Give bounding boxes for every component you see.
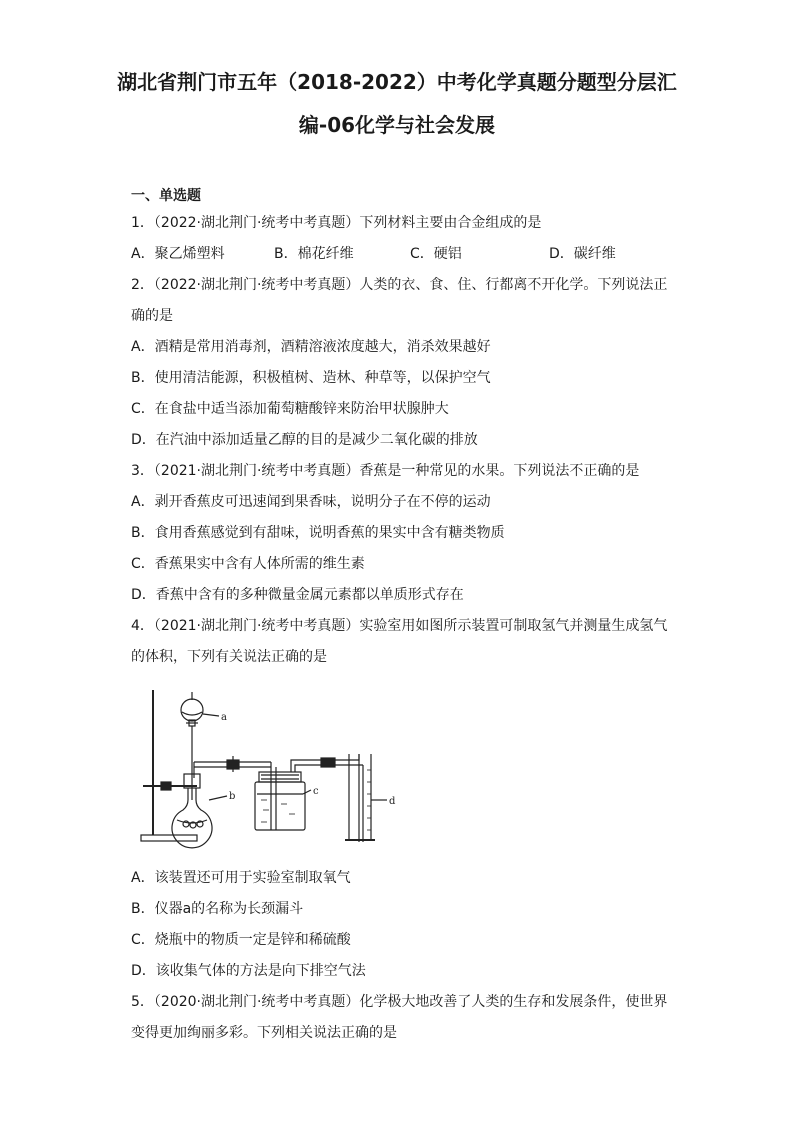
tube-clamp-2 [321, 758, 335, 767]
question-4-stem-line1: 4．（2021·湖北荆门·统考中考真题）实验室用如图所示装置可制取氢气并测量生成氢气 [131, 618, 668, 634]
graduated-cylinder-d [349, 754, 371, 840]
section-heading: 一、单选题 [131, 188, 201, 204]
question-2-stem-line2: 确的是 [131, 308, 173, 324]
question-3-option-c: C．香蕉果实中含有人体所需的维生素 [131, 556, 365, 572]
question-2-option-b: B．使用清洁能源，积极植树、造林、种草等，以保护空气 [131, 370, 491, 386]
question-3-option-a: A．剥开香蕉皮可迅速闻到果香味，说明分子在不停的运动 [131, 494, 491, 510]
question-5-stem-line2: 变得更加绚丽多彩。下列相关说法正确的是 [131, 1025, 397, 1041]
question-5-stem-line1: 5．（2020·湖北荆门·统考中考真题）化学极大地改善了人类的生存和发展条件，使世界 [131, 994, 668, 1010]
question-3-option-d: D．香蕉中含有的多种微量金属元素都以单质形式存在 [131, 587, 464, 603]
question-2-option-c: C．在食盐中适当添加葡萄糖酸锌来防治甲状腺肿大 [131, 401, 449, 417]
label-a: a [221, 712, 227, 723]
question-4-option-b: B．仪器a的名称为长颈漏斗 [131, 901, 304, 917]
question-4-option-c: C．烧瓶中的物质一定是锌和稀硫酸 [131, 932, 351, 948]
question-4-option-a: A．该装置还可用于实验室制取氧气 [131, 870, 351, 886]
question-2-option-d: D．在汽油中添加适量乙醇的目的是减少二氧化碳的排放 [131, 432, 478, 448]
question-1-option-a: A．聚乙烯塑料 [131, 246, 225, 262]
document-title-line2: 编-06化学与社会发展 [298, 113, 496, 137]
document-title-line1: 湖北省荆门市五年（2018-2022）中考化学真题分题型分层汇 [117, 70, 677, 94]
question-1-stem: 1．（2022·湖北荆门·统考中考真题）下列材料主要由合金组成的是 [131, 215, 542, 231]
bottle-stopper [259, 772, 301, 782]
question-2-stem-line1: 2．（2022·湖北荆门·统考中考真题）人类的衣、食、住、行都离不开化学。下列说法正 [131, 277, 668, 293]
label-b: b [229, 791, 236, 802]
label-c: c [313, 786, 319, 797]
question-1-option-b: B．棉花纤维 [274, 246, 354, 262]
question-2-option-a: A．酒精是常用消毒剂，酒精溶液浓度越大，消杀效果越好 [131, 339, 491, 355]
stand-base [141, 835, 197, 841]
question-3-stem: 3．（2021·湖北荆门·统考中考真题）香蕉是一种常见的水果。下列说法不正确的是 [131, 463, 640, 479]
question-4-stem-line2: 的体积，下列有关说法正确的是 [131, 649, 327, 665]
question-4-option-d: D．该收集气体的方法是向下排空气法 [131, 963, 366, 979]
gas-bottle-c [255, 782, 305, 830]
question-1-option-d: D．碳纤维 [549, 246, 616, 262]
separatory-funnel-a [181, 699, 203, 721]
hydrogen-apparatus-figure [131, 682, 421, 852]
question-1-option-c: C．硬铝 [410, 246, 462, 262]
question-3-option-b: B．食用香蕉感觉到有甜味，说明香蕉的果实中含有糖类物质 [131, 525, 505, 541]
label-d: d [389, 796, 396, 807]
